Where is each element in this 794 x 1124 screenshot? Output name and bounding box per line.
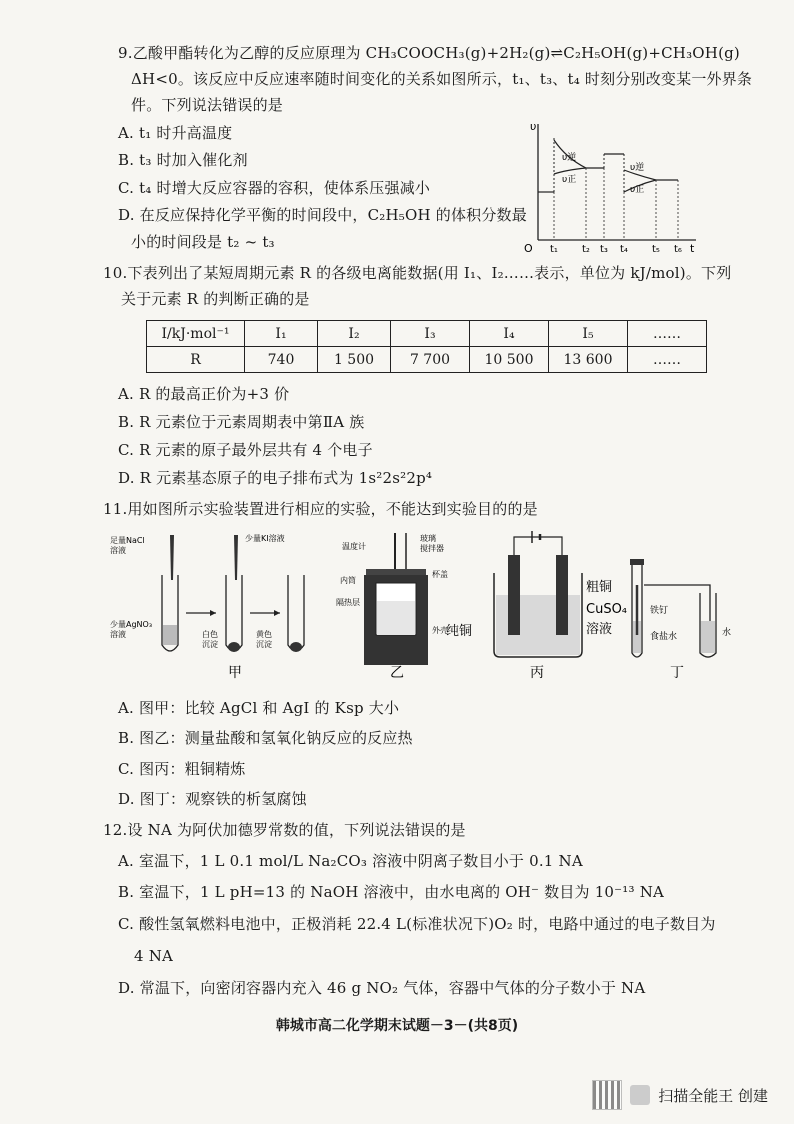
- app-logo-icon: [630, 1085, 650, 1105]
- q9-line1: 9.乙酸甲酯转化为乙醇的反应原理为 CH₃COOCH₃(g)+2H₂(g)⇌C₂H₅OH(g)+CH₃OH(g): [118, 44, 740, 62]
- page-footer: 韩城市高二化学期末试题－3－(共8页): [275, 1018, 519, 1034]
- q12-option-b: B. 室温下，1 L pH=13 的 NaOH 溶液中，由水电离的 OH⁻ 数目为 10⁻¹³ NA: [118, 883, 665, 901]
- label-crude-copper: 粗铜: [586, 580, 613, 595]
- q10-option-a: A. R 的最高正价为+3 价: [118, 385, 290, 403]
- dropper-icon: [170, 535, 174, 580]
- label-white: 白色: [202, 630, 218, 639]
- q10-option-c: C. R 元素的原子最外层共有 4 个电子: [118, 441, 373, 459]
- q12-option-c: C. 酸性氢氧燃料电池中，正极消耗 22.4 L(标准状况下)O₂ 时，电路中通过的电子数目为: [118, 915, 716, 933]
- test-tube-icon: [288, 575, 304, 651]
- label-brine: 食盐水: [650, 632, 678, 642]
- x-axis-label: t: [690, 242, 695, 255]
- q10-line1: 10.下表列出了某短周期元素 R 的各级电离能数据(用 I₁、I₂……表示，单位为 kJ/mol)。下列: [103, 264, 732, 282]
- label-nacl: 足量NaCl: [110, 536, 145, 545]
- q11-option-d: D. 图丁：观察铁的析氢腐蚀: [118, 790, 307, 808]
- label-lid: 杯盖: [432, 570, 448, 579]
- v-reverse-label-2: υ逆: [630, 163, 645, 173]
- q11-option-b: B. 图乙：测量盐酸和氢氧化钠反应的反应热: [118, 729, 413, 747]
- table-cell: 7 700: [391, 347, 470, 373]
- label-inner: 内筒: [340, 576, 356, 585]
- rate-time-graph: [522, 118, 702, 258]
- label-cuso4-2: 溶液: [586, 622, 613, 637]
- q9-option-c: C. t₄ 时增大反应容器的容积，使体系压强减小: [118, 179, 431, 197]
- label-yellow: 黄色: [256, 630, 272, 639]
- table-header-cell: I₃: [391, 321, 470, 347]
- q9-option-a: A. t₁ 时升高温度: [118, 124, 233, 142]
- q9-option-b: B. t₃ 时加入催化剂: [118, 151, 248, 169]
- label-stirrer: 玻璃: [420, 534, 436, 543]
- figure-ding: [630, 559, 731, 681]
- label-white-2: 沉淀: [202, 640, 218, 649]
- q11-option-a: A. 图甲：比较 AgCl 和 AgI 的 Ksp 大小: [118, 699, 400, 717]
- q10-option-b: B. R 元素位于元素周期表中第ⅡA 族: [118, 413, 365, 431]
- q12-option-a: A. 室温下，1 L 0.1 mol/L Na₂CO₃ 溶液中阴离子数目小于 0.1 NA: [118, 852, 583, 870]
- table-header-cell: ……: [628, 321, 707, 347]
- caption-jia: 甲: [228, 665, 242, 681]
- label-insulation: 隔热层: [336, 598, 360, 607]
- v-forward-label-1: υ正: [562, 175, 577, 185]
- label-nail: 铁钉: [650, 606, 669, 616]
- lid: [366, 569, 426, 575]
- table-header-cell: I/kJ·mol⁻¹: [147, 321, 245, 347]
- label-agno3-2: 溶液: [110, 630, 126, 639]
- q11-option-c: C. 图丙：粗铜精炼: [118, 760, 246, 778]
- q12-option-c-cont: 4 NA: [134, 947, 174, 965]
- label-yellow-2: 沉淀: [256, 640, 272, 649]
- q10-option-d: D. R 元素基态原子的电子排布式为 1s²2s²2p⁴: [118, 469, 433, 487]
- label-ki: 少量KI溶液: [245, 534, 285, 543]
- dropper-icon: [234, 535, 238, 580]
- label-pure-copper: 纯铜: [446, 624, 473, 639]
- scanner-watermark: [592, 1080, 768, 1110]
- y-axis-label: υ: [530, 120, 537, 133]
- q12-option-d: D. 常温下，向密闭容器内充入 46 g NO₂ 气体，容器中气体的分子数小于 NA: [118, 979, 646, 997]
- table-cell: 740: [245, 347, 318, 373]
- tick-t1: t₁: [550, 244, 558, 255]
- label-nacl-2: 溶液: [110, 546, 126, 555]
- q9-option-d: D. 在反应保持化学平衡的时间段中，C₂H₅OH 的体积分数最: [118, 206, 527, 224]
- caption-yi: 乙: [390, 665, 404, 681]
- label-cuso4: CuSO₄: [586, 602, 628, 617]
- table-row: [147, 347, 707, 373]
- q11-apparatus-figures: [110, 525, 750, 690]
- qr-code-icon: [592, 1080, 622, 1110]
- v-reverse-label-1: υ逆: [562, 153, 577, 163]
- caption-ding: 丁: [670, 665, 684, 681]
- tick-t6: t₆: [674, 244, 682, 255]
- figure-yi: [336, 533, 448, 681]
- figure-bing: [446, 531, 627, 681]
- table-header-cell: I₄: [470, 321, 549, 347]
- test-tube-icon: [226, 575, 242, 651]
- q9-line3: 件。下列说法错误的是: [131, 96, 284, 114]
- table-header-cell: I₂: [318, 321, 391, 347]
- tick-t4: t₄: [620, 244, 628, 255]
- table-cell: ……: [628, 347, 707, 373]
- label-shell: 外壳: [432, 626, 448, 635]
- q11-line1: 11.用如图所示实验装置进行相应的实验，不能达到实验目的的是: [103, 500, 538, 518]
- tick-t5: t₅: [652, 244, 660, 255]
- label-agno3: 少量AgNO₃: [110, 620, 153, 629]
- origin-label: O: [524, 242, 533, 255]
- table-cell: 1 500: [318, 347, 391, 373]
- figure-jia: [110, 533, 304, 681]
- table-cell: R: [147, 347, 245, 373]
- crude-copper-electrode: [556, 555, 568, 635]
- table-cell: 10 500: [470, 347, 549, 373]
- label-thermometer: 温度计: [342, 542, 366, 551]
- label-water: 水: [722, 628, 732, 638]
- table-cell: 13 600: [549, 347, 628, 373]
- tick-t3: t₃: [600, 244, 608, 255]
- table-header-cell: I₅: [549, 321, 628, 347]
- q9-option-d-cont: 小的时间段是 t₂ ~ t₃: [131, 233, 275, 251]
- v-forward-label-2: υ正: [630, 185, 645, 195]
- ionization-energy-table: [146, 320, 707, 373]
- tick-t2: t₂: [582, 244, 590, 255]
- q9-line2: ΔH<0。该反应中反应速率随时间变化的关系如图所示，t₁、t₃、t₄ 时刻分别改变某一外界条: [131, 70, 753, 88]
- pure-copper-electrode: [508, 555, 520, 635]
- q12-line1: 12.设 NA 为阿伏加德罗常数的值，下列说法错误的是: [103, 821, 466, 839]
- label-stirrer-2: 搅拌器: [420, 544, 444, 553]
- q10-line2: 关于元素 R 的判断正确的是: [121, 290, 310, 308]
- table-header-cell: I₁: [245, 321, 318, 347]
- table-header-row: [147, 321, 707, 347]
- watermark-text: 扫描全能王 创建: [658, 1086, 768, 1105]
- caption-bing: 丙: [530, 665, 544, 681]
